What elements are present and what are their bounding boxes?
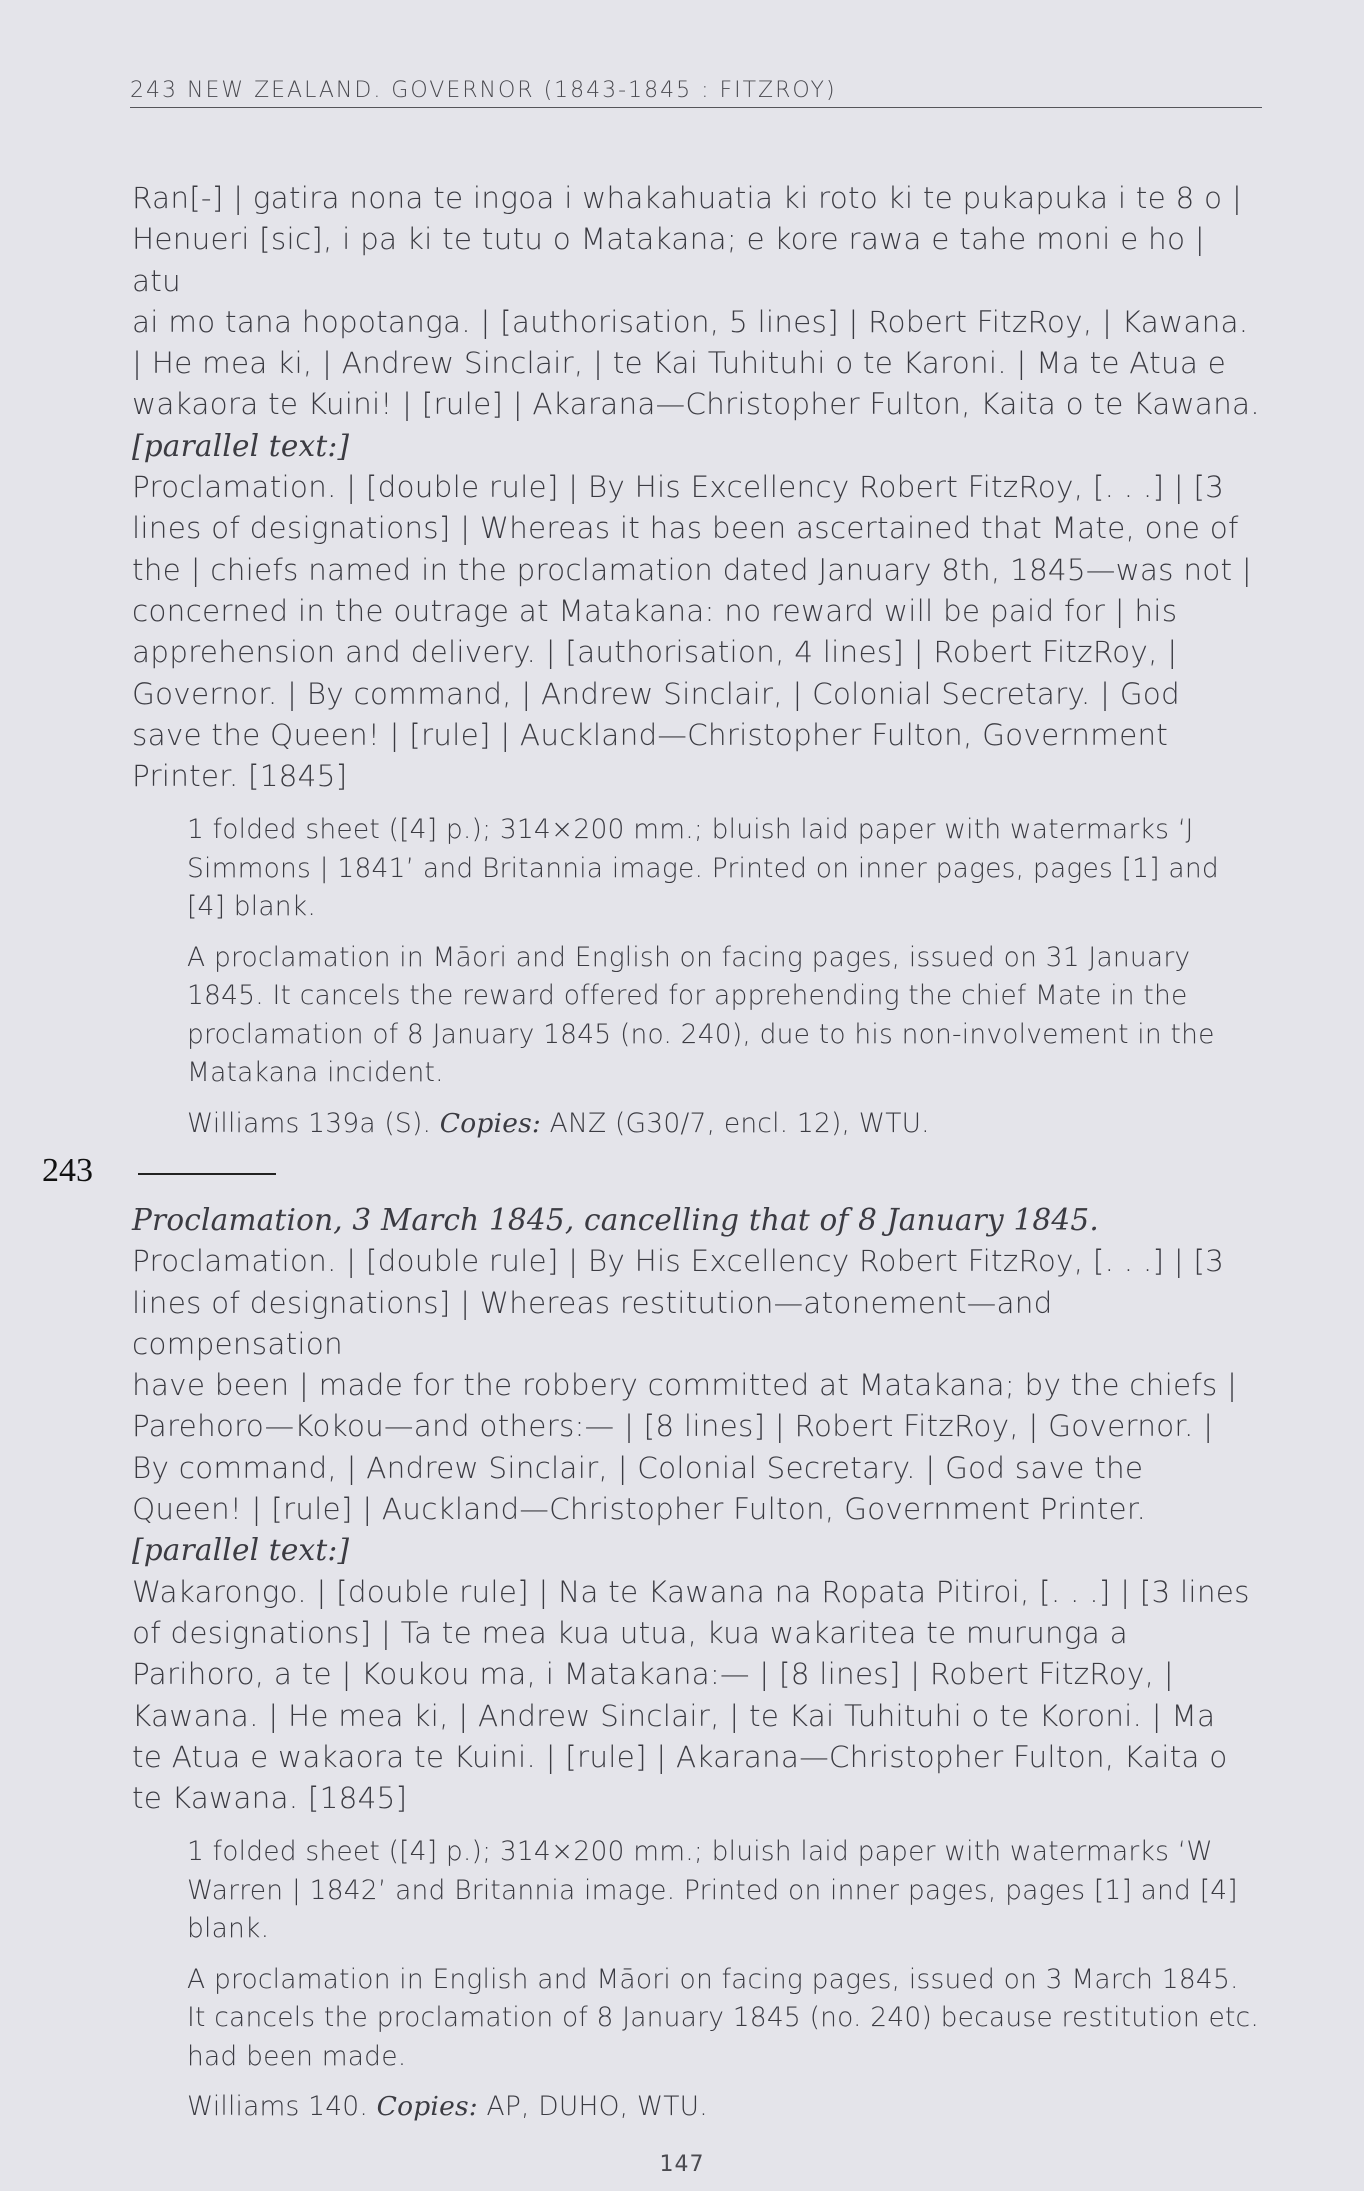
- text-line: wakaora te Kuini! | [rule] | Akarana—Christopher Fulton, Kaita o te Kawana.: [132, 387, 1260, 422]
- text-line: Governor. | By command, | Andrew Sinclair, | Colonial Secretary. | God: [132, 676, 1180, 711]
- entry-text: [132, 1200, 1262, 1819]
- entry-rule: [138, 1173, 276, 1175]
- copies-label: Copies:: [376, 2091, 478, 2123]
- text-line: ai mo tana hopotanga. | [authorisation, 5 lines] | Robert FitzRoy, | Kawana.: [132, 304, 1249, 339]
- copies-value: ANZ (G30/7, encl. 12), WTU.: [541, 1107, 930, 1139]
- reference-text: Williams 139a (S).: [187, 1107, 440, 1139]
- text-line: lines of designations] | Whereas restitution—atonement—and compensation: [132, 1285, 1053, 1361]
- content-note: A proclamation in Māori and English on facing pages, issued on 31 January 1845. It cancels the reward offered for apprehending the chief Mate in the proclamation of 8 January 1845 (no. 240), due to his non-involvement in the Matakana incident.: [187, 941, 1215, 1089]
- text-line: Proclamation. | [double rule] | By His Excellency Robert FitzRoy, [. . .] | [3: [132, 1244, 1225, 1279]
- text-line: lines of designations] | Whereas it has been ascertained that Mate, one of: [132, 511, 1239, 546]
- text-line: te Atua e wakaora te Kuini. | [rule] | Akarana—Christopher Fulton, Kaita o: [132, 1739, 1228, 1774]
- entry-title: Proclamation, 3 March 1845, cancelling that of 8 January 1845.: [132, 1203, 1099, 1237]
- text-line: Proclamation. | [double rule] | By His Excellency Robert FitzRoy, [. . .] | [3: [132, 470, 1225, 505]
- text-line: Parihoro, a te | Koukou ma, i Matakana:— | [8 lines] | Robert FitzRoy, |: [132, 1657, 1174, 1692]
- entry-243: [132, 1200, 1262, 2139]
- text-line: Wakarongo. | [double rule] | Na te Kawana na Ropata Pitiroi, [. . .] | [3 lines: [132, 1574, 1250, 1609]
- text-line: | He mea ki, | Andrew Sinclair, | te Kai Tuhituhi o te Karoni. | Ma te Atua e: [132, 346, 1227, 381]
- references: [187, 2088, 1262, 2127]
- copies-label: Copies:: [439, 1107, 542, 1139]
- text-line: Kawana. | He mea ki, | Andrew Sinclair, | te Kai Tuhituhi o te Koroni. | Ma: [132, 1698, 1216, 1733]
- text-line: save the Queen! | [rule] | Auckland—Christopher Fulton, Government: [132, 717, 1169, 752]
- text-line: Queen! | [rule] | Auckland—Christopher Fulton, Government Printer.: [132, 1492, 1147, 1527]
- entry-continuation: [132, 178, 1262, 1155]
- entry-number: 243: [42, 1152, 93, 1189]
- text-line: apprehension and delivery. | [authorisation, 4 lines] | Robert FitzRoy, |: [132, 635, 1178, 670]
- text-line: have been | made for the robbery committed at Matakana; by the chiefs |: [132, 1368, 1238, 1403]
- text-line: [parallel text:]: [132, 1533, 350, 1568]
- physical-description: 1 folded sheet ([4] p.); 314×200 mm.; bluish laid paper with watermarks ‘W Warren | 1842’ and Britannia image. Printed on inner pages, pages [1] and [4] blank.: [187, 1836, 1238, 1945]
- text-line: [parallel text:]: [132, 428, 350, 463]
- reference-text: Williams 140.: [187, 2091, 377, 2123]
- text-line: Printer. [1845]: [132, 759, 348, 794]
- content-note: A proclamation in English and Māori on facing pages, issued on 3 March 1845. It cancels the proclamation of 8 January 1845 (no. 240) because restitution etc. had been made.: [187, 1963, 1259, 2072]
- references: [187, 1105, 1262, 1144]
- copies-value: AP, DUHO, WTU.: [477, 2091, 708, 2123]
- text-line: By command, | Andrew Sinclair, | Colonial Secretary. | God save the: [132, 1450, 1144, 1485]
- text-line: Henueri [sic], i pa ki te tutu o Matakana; e kore rawa e tahe moni e ho | atu: [132, 222, 1205, 298]
- physical-description: 1 folded sheet ([4] p.); 314×200 mm.; bluish laid paper with watermarks ‘J Simmons | 1841’ and Britannia image. Printed on inner pages, pages [1] and [4] blank.: [187, 814, 1219, 923]
- text-line: Ran[-] | gatira nona te ingoa i whakahuatia ki roto ki te pukapuka i te 8 o |: [132, 181, 1243, 215]
- entry-text: [132, 178, 1262, 797]
- text-line: the | chiefs named in the proclamation dated January 8th, 1845—was not |: [132, 552, 1252, 587]
- text-line: Parehoro—Kokou—and others:— | [8 lines] | Robert FitzRoy, | Governor. |: [132, 1409, 1214, 1444]
- text-line: of designations] | Ta te mea kua utua, kua wakaritea te murunga a: [132, 1615, 1128, 1650]
- page-number: 147: [659, 2152, 705, 2177]
- text-line: concerned in the outrage at Matakana: no reward will be paid for | his: [132, 593, 1178, 628]
- running-head: 243 NEW ZEALAND. GOVERNOR (1843-1845 : FITZROY): [130, 78, 1262, 108]
- text-line: te Kawana. [1845]: [132, 1781, 408, 1816]
